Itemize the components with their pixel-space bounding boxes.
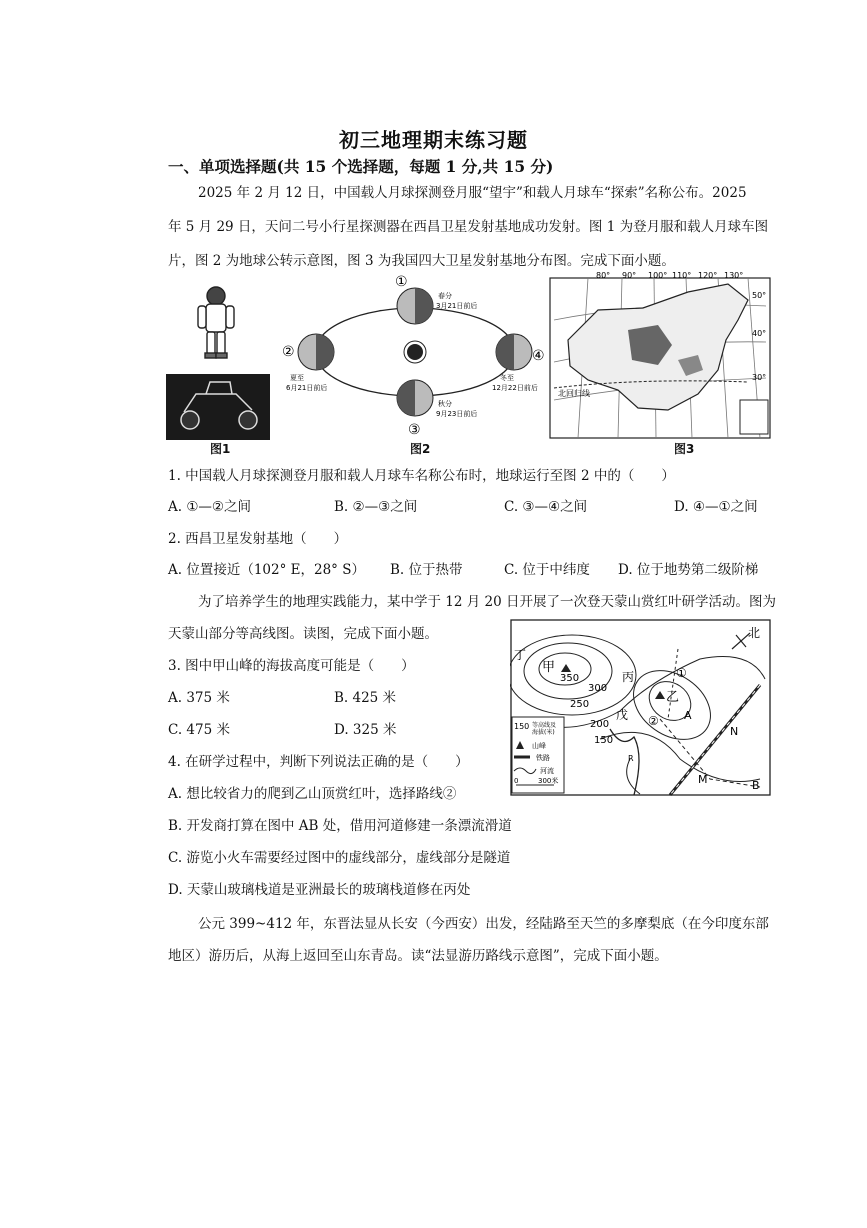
page-title: 初三地理期末练习题 [339,128,528,152]
question-1-option-c[interactable]: C. ③—④之间 [504,499,588,515]
pos4-label-a: 冬至 [500,374,514,382]
earth-pos4-icon [496,334,532,370]
pos2-number: ② [282,344,295,360]
question-2-option-a[interactable]: A. 位置接近（102° E，28° S） [168,562,365,578]
pos1-number: ① [395,274,408,290]
legend-scale: 300米 [538,777,559,785]
question-3-option-b[interactable]: B. 425 米 [334,690,397,706]
intro3-line1: 公元 399~412 年，东晋法显从长安（今西安）出发，经陆路至天竺的多摩梨底（在今印度东部 [198,916,769,932]
pos4-label-b: 12月22日前后 [492,384,538,392]
legend-rail: 铁路 [536,754,550,762]
pos1-label-a: 春分 [438,292,452,300]
question-1-stem: 1. 中国载人月球探测登月服和载人月球车名称公布时，地球运行至图 2 中的（ ） [168,468,675,484]
intro3-line2: 地区）游历后，从海上返回至山东青岛。读“法显游历路线示意图”，完成下面小题。 [168,948,668,964]
pos3-label-b: 9月23日前后 [436,410,478,418]
pos2-label-a: 夏至 [290,374,304,382]
contour-300-label: 300 [588,683,608,694]
intro1-line1: 2025 年 2 月 12 日，中国载人月球探测登月服“望宇”和载人月球车“探索”名称公布。2025 [198,185,747,201]
legend-contour-2: 海拔(米) [532,729,555,736]
astronaut-icon [198,287,234,358]
legend-peak: 山峰 [532,742,546,750]
pos3-number: ③ [408,422,421,438]
earth-pos3-icon [397,380,433,416]
contour-250-label: 250 [570,699,590,710]
question-2-option-b[interactable]: B. 位于热带 [390,562,463,578]
question-4-stem: 4. 在研学过程中，判断下列说法正确的是（ ） [168,754,469,770]
question-3-stem: 3. 图中甲山峰的海拔高度可能是（ ） [168,658,415,674]
question-4-option-b[interactable]: B. 开发商打算在图中 AB 处，借用河道修建一条漂流滑道 [168,818,512,834]
lat-label-40: 40° [752,329,767,338]
question-2-option-c[interactable]: C. 位于中纬度 [504,562,590,578]
legend-contour: 等高线及 [532,722,557,729]
bing-label: 丙 [622,670,635,684]
lon-label-110: 110° [672,271,692,280]
lon-label-90: 90° [622,271,637,280]
peak-jia-label: 甲 [542,660,556,675]
point-a-label: A [684,709,692,722]
legend-150: 150 [514,722,530,731]
orbit-diagram [280,272,548,442]
intro1-line3: 片，图 2 为地球公转示意图，图 3 为我国四大卫星发射基地分布图。完成下面小题。 [168,253,675,269]
question-4-option-c[interactable]: C. 游览小火车需要经过图中的虚线部分，虚线部分是隧道 [168,850,511,866]
question-2-option-d[interactable]: D. 位于地势第二级阶梯 [618,562,759,578]
figure-1-caption: 图1 [210,442,231,456]
contour-350-label: 350 [560,673,580,684]
question-4-option-a[interactable]: A. 想比较省力的爬到乙山顶赏红叶，选择路线② [168,786,457,802]
lon-label-100: 100° [648,271,668,280]
contour-200-label: 200 [590,719,610,730]
figure-3 [548,270,778,454]
tropic-label: 北回归线 [558,389,590,398]
question-1-option-d[interactable]: D. ④—①之间 [674,499,758,515]
legend-scale-0: 0 [514,777,519,785]
point-r-label: R [628,754,634,763]
figure-2 [280,272,548,456]
north-label: 北 [748,626,761,640]
figure-3-caption: 图3 [674,442,695,456]
lon-label-130: 130° [724,271,744,280]
pos3-label-a: 秋分 [438,400,452,408]
question-4-option-d[interactable]: D. 天蒙山玻璃栈道是亚洲最长的玻璃栈道修在丙处 [168,882,471,898]
intro1-line2: 年 5 月 29 日，天问二号小行星探测器在西昌卫星发射基地成功发射。图 1 为登月服和载人月球车图 [168,219,769,235]
question-3-option-c[interactable]: C. 475 米 [168,722,230,738]
question-3-option-a[interactable]: A. 375 米 [168,690,230,706]
pos2-label-b: 6月21日前后 [286,384,328,392]
section-heading: 一、单项选择题(共 15 个选择题，每题 1 分,共 15 分) [168,157,554,176]
intro2-line1: 为了培养学生的地理实践能力，某中学于 12 月 20 日开展了一次登天蒙山赏红叶研学活动。图为 [198,594,777,610]
legend-river: 河流 [540,767,554,775]
route-2-label: ② [648,714,659,728]
contour-150-label: 150 [594,735,614,746]
figure-1 [166,282,270,456]
intro2-line2: 天蒙山部分等高线图。读图，完成下面小题。 [168,626,438,642]
sun-icon [407,344,423,360]
south-china-sea-inset [740,400,768,434]
point-n-label: N [730,725,739,738]
lon-label-120: 120° [698,271,718,280]
earth-pos1-icon [397,288,433,324]
question-1-option-a[interactable]: A. ①—②之间 [168,499,252,515]
earth-pos2-icon [298,334,334,370]
question-3-option-d[interactable]: D. 325 米 [334,722,397,738]
point-b-label: B [752,779,760,792]
astronaut-rover-image [166,282,270,442]
pos1-label-b: 3月21日前后 [436,302,478,310]
pos4-number: ④ [532,348,545,364]
lat-label-30: 30° [752,373,767,382]
ding-label: 丁 [514,648,527,662]
contour-map [510,619,772,797]
china-launch-base-map [548,270,778,442]
contour-map-svg [510,619,772,797]
lat-label-50: 50° [752,291,767,300]
peak-yi-label: 乙 [666,690,680,705]
lon-label-80: 80° [596,271,611,280]
question-2-stem: 2. 西昌卫星发射基地（ ） [168,531,348,547]
figure-2-caption: 图2 [410,442,431,456]
route-1-label: ① [676,666,687,680]
question-1-option-b[interactable]: B. ②—③之间 [334,499,418,515]
intro-paragraph-1-cont [168,210,768,278]
wu-label: 戊 [616,708,629,722]
rover-photo [166,374,270,440]
point-m-label: M [698,773,708,786]
intro-paragraph-1 [198,176,747,210]
